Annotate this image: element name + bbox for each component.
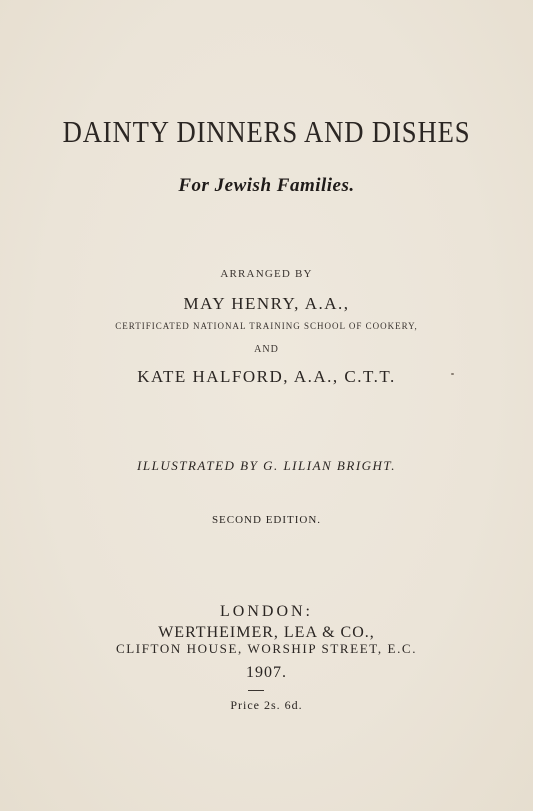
author-primary: MAY HENRY, A.A.,	[183, 294, 350, 313]
book-subtitle: For Jewish Families.	[178, 175, 355, 196]
imprint-city: LONDON:	[220, 603, 313, 620]
author-secondary: KATE HALFORD, A.A., C.T.T.	[137, 367, 396, 386]
conjunction-and: AND	[254, 344, 279, 355]
author-primary-credential: CERTIFICATED NATIONAL TRAINING SCHOOL OF COOKERY,	[115, 321, 418, 331]
divider-rule	[248, 690, 264, 691]
imprint-address: CLIFTON HOUSE, WORSHIP STREET, E.C.	[115, 641, 418, 656]
arranged-by-label: ARRANGED BY	[220, 268, 313, 280]
imprint-publisher: WERTHEIMER, LEA & CO.,	[158, 624, 375, 641]
book-title: DAINTY DINNERS AND DISHES	[62, 114, 471, 149]
imprint-year: 1907.	[246, 664, 287, 681]
illustrator-credit: ILLUSTRATED BY G. LILIAN BRIGHT.	[137, 458, 396, 473]
edition-label: SECOND EDITION.	[211, 514, 322, 526]
price-label: Price 2s. 6d.	[230, 698, 303, 712]
paper-speck	[451, 373, 454, 375]
